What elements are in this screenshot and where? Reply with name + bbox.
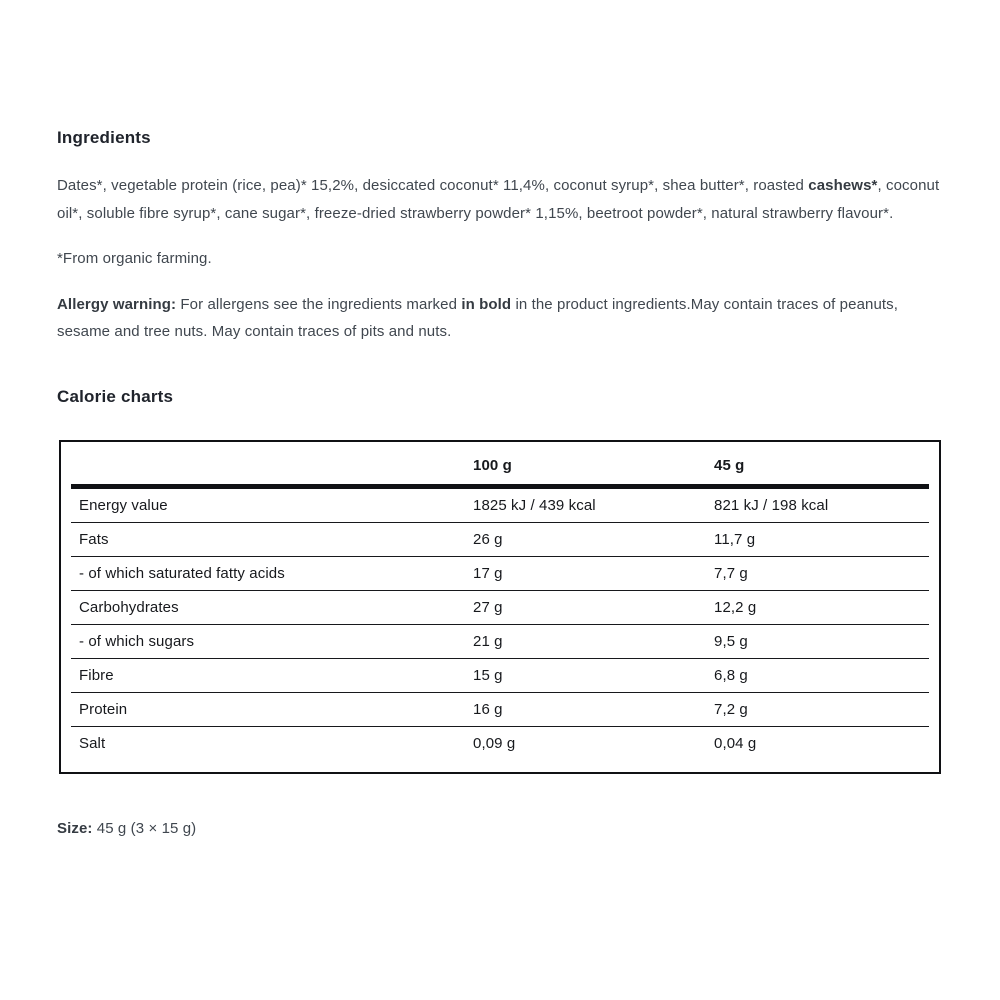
value-100g: 17 g (465, 556, 706, 590)
value-100g: 15 g (465, 658, 706, 692)
size-label: Size: (57, 819, 93, 837)
value-45g: 9,5 g (706, 624, 929, 658)
ingredients-text-part: , coconut oil*, soluble fibre syrup*, cane sugar*, freeze-dried strawberry powder* 1,15%, beetroot powder*, natural strawberry flavour*. (57, 177, 940, 222)
allergy-text-part: For allergens see the ingredients marked (176, 295, 462, 313)
value-45g: 6,8 g (706, 658, 929, 692)
value-45g: 7,7 g (706, 556, 929, 590)
ingredients-section (57, 128, 943, 346)
table-row (71, 486, 929, 522)
size-value: 45 g (3 × 15 g) (92, 819, 197, 837)
table-row (71, 590, 929, 624)
value-100g: 16 g (465, 692, 706, 726)
ingredients-bold-allergen: cashews* (808, 177, 878, 194)
ingredients-paragraph (57, 172, 943, 227)
table-row (71, 658, 929, 692)
value-45g: 821 kJ / 198 kcal (714, 496, 829, 514)
row-label: Fibre (71, 658, 465, 692)
value-45g: 7,2 g (706, 692, 929, 726)
table-row (71, 624, 929, 658)
table-row (71, 726, 929, 772)
column-header-blank (71, 442, 465, 487)
table-row (71, 522, 929, 556)
allergy-bold-part: in bold (461, 295, 512, 313)
row-label: - of which sugars (71, 624, 465, 658)
value-45g: 0,04 g (706, 726, 929, 772)
table-header-row (71, 442, 929, 487)
column-header-45g: 45 g (706, 442, 929, 487)
allergy-warning-label: Allergy warning: (57, 295, 177, 313)
row-label: - of which saturated fatty acids (71, 556, 465, 590)
value-100g: 26 g (465, 522, 706, 556)
calorie-charts-section (57, 387, 943, 774)
row-label: Salt (71, 726, 465, 772)
row-label: Carbohydrates (71, 590, 465, 624)
column-header-100g: 100 g (465, 442, 706, 487)
row-label: Protein (71, 692, 465, 726)
allergy-warning (57, 291, 943, 346)
value-100g: 27 g (465, 590, 706, 624)
value-100g: 21 g (465, 624, 706, 658)
ingredients-text-part: Dates*, vegetable protein (rice, pea)* 15,2%, desiccated coconut* 11,4%, coconut syrup*, shea butter*, roasted (57, 177, 809, 194)
calorie-charts-heading: Calorie charts (57, 386, 174, 406)
organic-farming-note: *From organic farming. (57, 250, 212, 267)
value-100g: 1825 kJ / 439 kcal (473, 496, 596, 514)
nutrition-table (59, 440, 941, 774)
value-45g: 11,7 g (706, 522, 929, 556)
value-100g: 0,09 g (465, 726, 706, 772)
row-label: Fats (71, 522, 465, 556)
table-row (71, 556, 929, 590)
allergy-text-part: in the product ingredients.May contain traces of peanuts, sesame and tree nuts. May contain traces of pits and nuts. (57, 295, 899, 340)
row-label: Energy value (79, 496, 168, 514)
nutrition-values-table (71, 442, 929, 772)
ingredients-heading: Ingredients (57, 128, 151, 147)
value-45g: 12,2 g (706, 590, 929, 624)
table-row (71, 692, 929, 726)
size-note (57, 818, 943, 840)
